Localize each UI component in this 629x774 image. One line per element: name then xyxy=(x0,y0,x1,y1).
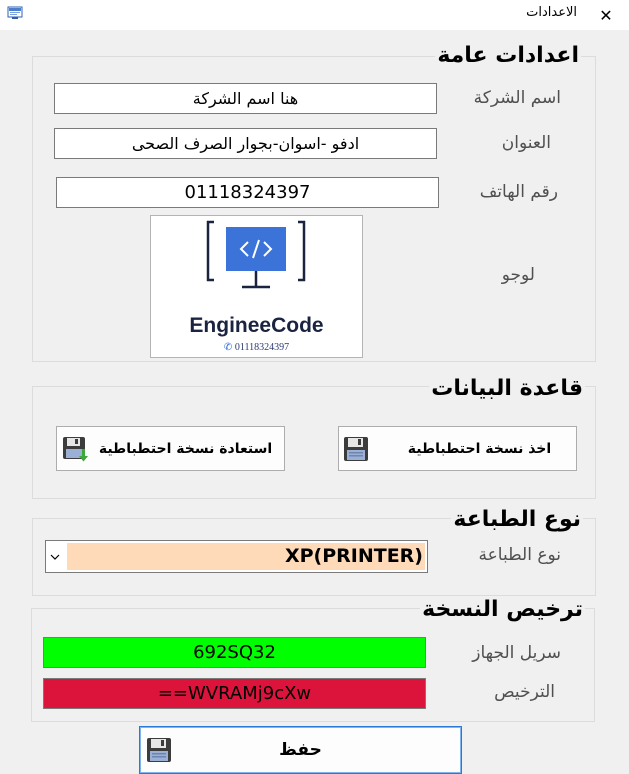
title-bar xyxy=(0,0,629,30)
printer-type-value: XP(PRINTER) xyxy=(67,543,425,570)
address-label: العنوان xyxy=(501,133,551,153)
general-settings-title: اعدادات عامة xyxy=(437,43,579,68)
chevron-down-icon[interactable] xyxy=(50,552,60,562)
restore-button[interactable] xyxy=(56,426,285,471)
printer-title: نوع الطباعة xyxy=(453,507,581,532)
license-key-label: الترخيص xyxy=(494,682,555,702)
license-key-field[interactable]: ==WVRAMj9cXw xyxy=(43,678,426,709)
logo-label: لوجو xyxy=(501,265,535,285)
close-icon: ✕ xyxy=(599,5,613,25)
phone-label: رقم الهاتف xyxy=(479,182,558,202)
save-button[interactable] xyxy=(139,726,462,774)
logo-picturebox[interactable] xyxy=(150,215,363,358)
address-field[interactable]: ادفو -اسوان-بجوار الصرف الصحى xyxy=(54,128,437,159)
phone-field[interactable]: 01118324397 xyxy=(56,177,439,208)
printer-type-label: نوع الطباعة xyxy=(478,545,561,565)
close-button[interactable] xyxy=(583,0,629,30)
logo-phone-text: 01118324397 xyxy=(234,342,290,353)
window-title: الاعدادات xyxy=(526,5,577,20)
printer-type-combobox[interactable] xyxy=(45,540,428,573)
floppy-disk-icon xyxy=(343,436,369,462)
app-icon xyxy=(7,6,23,20)
company-name-field[interactable]: هنا اسم الشركة xyxy=(54,83,437,114)
backup-button[interactable] xyxy=(338,426,577,471)
logo-phone-row xyxy=(151,342,362,353)
backup-button-label: اخذ نسخة احتطباطية xyxy=(407,440,552,457)
database-title: قاعدة البيانات xyxy=(431,376,583,401)
floppy-disk-download-icon xyxy=(62,436,88,462)
company-name-label: اسم الشركة xyxy=(473,88,561,108)
license-title: ترخيص النسخة xyxy=(422,597,583,622)
logo-brand-text: EngineeCode xyxy=(189,314,324,337)
phone-icon: ✆ xyxy=(223,342,233,353)
save-button-label: حفظ xyxy=(279,740,322,760)
serial-field[interactable]: 692SQ32 xyxy=(43,637,426,668)
restore-button-label: استعادة نسخة احتطباطية xyxy=(98,440,273,457)
serial-label: سريل الجهاز xyxy=(472,643,561,663)
code-monitor-icon xyxy=(206,218,306,300)
